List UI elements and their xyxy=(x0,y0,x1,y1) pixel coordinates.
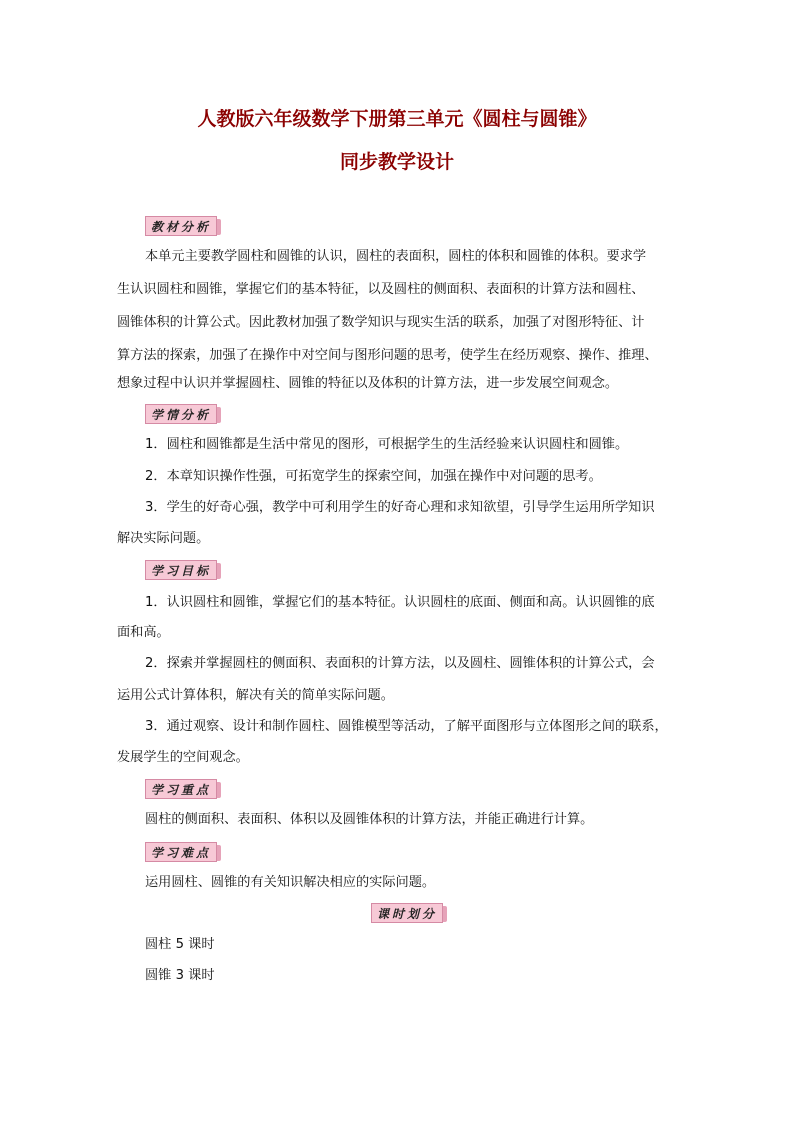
material-line: 本单元主要教学圆柱和圆锥的认识，圆柱的表面积，圆柱的体积和圆锥的体积。要求学 xyxy=(145,249,647,264)
section-badge-material: 教材分析 xyxy=(145,216,217,236)
goals-line: 发展学生的空间观念。 xyxy=(117,750,249,765)
section-badge-goals: 学习目标 xyxy=(145,560,217,580)
key-points-line: 圆柱的侧面积、表面积、体积以及圆锥体积的计算方法，并能正确进行计算。 xyxy=(145,812,594,827)
goals-line: 2．探索并掌握圆柱的侧面积、表面积的计算方法，以及圆柱、圆锥体积的计算公式，会 xyxy=(145,656,655,671)
section-badge-difficulties: 学习难点 xyxy=(145,842,217,862)
section-badge-students: 学情分析 xyxy=(145,404,217,424)
material-line: 算方法的探索，加强了在操作中对空间与图形问题的思考，使学生在经历观察、操作、推理、 xyxy=(117,348,658,363)
schedule-line: 圆锥 3 课时 xyxy=(145,968,215,983)
section-badge-schedule: 课时划分 xyxy=(371,903,443,923)
material-line: 圆锥体积的计算公式。因此教材加强了数学知识与现实生活的联系，加强了对图形特征、计 xyxy=(117,315,645,330)
material-line: 生认识圆柱和圆锥，掌握它们的基本特征，以及圆柱的侧面积、表面积的计算方法和圆柱、 xyxy=(117,282,645,297)
goals-line: 1．认识圆柱和圆锥，掌握它们的基本特征。认识圆柱的底面、侧面和高。认识圆锥的底 xyxy=(145,595,655,610)
material-line: 想象过程中认识并掌握圆柱、圆锥的特征以及体积的计算方法，进一步发展空间观念。 xyxy=(117,376,619,391)
students-line: 1．圆柱和圆锥都是生活中常见的图形，可根据学生的生活经验来认识圆柱和圆锥。 xyxy=(145,437,629,452)
students-line: 解决实际问题。 xyxy=(117,531,210,546)
goals-line: 面和高。 xyxy=(117,625,170,640)
goals-line: 3．通过观察、设计和制作圆柱、圆锥模型等活动，了解平面图形与立体图形之间的联系， xyxy=(145,719,668,734)
schedule-line: 圆柱 5 课时 xyxy=(145,937,215,952)
students-line: 2．本章知识操作性强，可拓宽学生的探索空间，加强在操作中对问题的思考。 xyxy=(145,469,602,484)
document-subtitle: 同步教学设计 xyxy=(339,151,454,173)
difficulties-line: 运用圆柱、圆锥的有关知识解决相应的实际问题。 xyxy=(145,875,436,890)
students-line: 3．学生的好奇心强，教学中可利用学生的好奇心理和求知欲望，引导学生运用所学知识 xyxy=(145,500,655,515)
section-badge-key-points: 学习重点 xyxy=(145,779,217,799)
document-title: 人教版六年级数学下册第三单元《圆柱与圆锥》 xyxy=(197,108,597,130)
goals-line: 运用公式计算体积，解决有关的简单实际问题。 xyxy=(117,688,394,703)
